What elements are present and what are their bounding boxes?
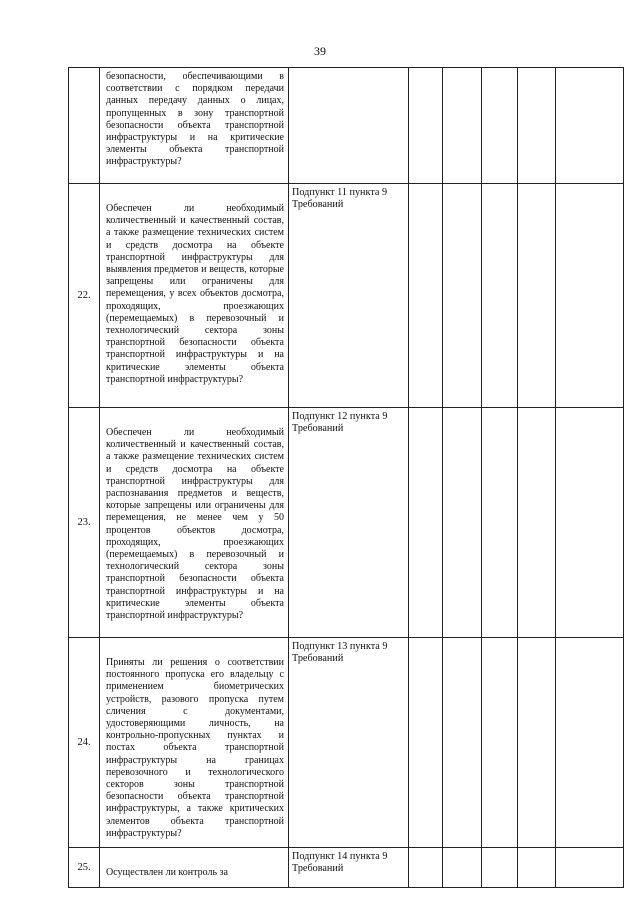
row-number: 22.: [69, 184, 100, 408]
row-number: 23.: [69, 408, 100, 638]
requirement-reference: Подпункт 13 пункта 9 Требований: [289, 638, 409, 848]
requirement-question: [100, 184, 289, 408]
answer-not-applicable-cell: [482, 184, 518, 408]
row-number: 24.: [69, 638, 100, 848]
requirement-question: [100, 408, 289, 638]
answer-extra-cell: [518, 68, 556, 184]
answer-extra-cell: [518, 638, 556, 848]
answer-no-cell: [443, 184, 482, 408]
note-cell: [556, 638, 624, 848]
table-row: [69, 408, 624, 638]
requirement-reference: Подпункт 14 пункта 9 Требований: [289, 848, 409, 888]
answer-not-applicable-cell: [482, 848, 518, 888]
table-row: [69, 638, 624, 848]
answer-not-applicable-cell: [482, 638, 518, 848]
answer-yes-cell: [409, 184, 443, 408]
requirement-question: [100, 68, 289, 184]
answer-no-cell: [443, 638, 482, 848]
answer-yes-cell: [409, 408, 443, 638]
answer-no-cell: [443, 848, 482, 888]
question-text: Обеспечен ли необходимый количественный и качественный состав, а также размещение технических систем и средств досмотра на объекте транспортной инфраструктуры для распознавания предметов и веществ, которые запрещены или ограничены для перемещения, не менее чем у 50 процентов объектов досмотра, проходящих, проезжающих (перемещаемых) в перевозочный и технологический сектора зоны транспортной безопасности объекта транспортной инфраструктуры и на критические элементы объекта транспортной инфраструктуры?: [106, 427, 284, 622]
question-text: Обеспечен ли необходимый количественный и качественный состав, а также размещение технических систем и средств досмотра на объекте транспортной инфраструктуры для выявления предметов и веществ, которые запрещены или ограничены для перемещения, у всех объектов досмотра, проходящих, проезжающих (перемещаемых) в перевозочный и технологический сектора зоны транспортной безопасности объекта транспортной инфраструктуры и на критические элементы объекта транспортной инфраструктуры?: [106, 203, 284, 385]
requirement-reference: Подпункт 11 пункта 9 Требований: [289, 184, 409, 408]
answer-not-applicable-cell: [482, 408, 518, 638]
answer-not-applicable-cell: [482, 68, 518, 184]
row-number: 25.: [69, 848, 100, 888]
note-cell: [556, 848, 624, 888]
table-row: [69, 68, 624, 184]
answer-no-cell: [443, 68, 482, 184]
answer-extra-cell: [518, 408, 556, 638]
row-number: [69, 68, 100, 184]
answer-yes-cell: [409, 68, 443, 184]
question-text: Осуществлен ли контроль за: [106, 867, 228, 878]
question-text: безопасности, обеспечивающими в соответствии с порядком передачи данных передачу данных о лицах, пропущенных в зону транспортной безопасности объекта транспортной инфраструктуры и на критические элементы объекта транспортной инфраструктуры?: [106, 71, 284, 168]
answer-extra-cell: [518, 848, 556, 888]
note-cell: [556, 184, 624, 408]
checklist-table: [68, 67, 624, 888]
answer-yes-cell: [409, 848, 443, 888]
table-row: [69, 848, 624, 888]
requirement-question: [100, 848, 289, 888]
answer-yes-cell: [409, 638, 443, 848]
requirement-question: [100, 638, 289, 848]
table-row: [69, 184, 624, 408]
note-cell: [556, 408, 624, 638]
requirement-reference: Подпункт 12 пункта 9 Требований: [289, 408, 409, 638]
answer-no-cell: [443, 408, 482, 638]
question-text: Приняты ли решения о соответствии постоянного пропуска его владельцу с применением биометрических устройств, разового пропуска путем сличения с документами, удостоверяющими личность, на контрольно-пропускных пунктах и постах объекта транспортной инфраструктуры на границах перевозочного и технологического секторов зоны транспортной безопасности объекта транспортной инфраструктуры, а также критических элементов объекта транспортной инфраструктуры?: [106, 657, 284, 839]
note-cell: [556, 68, 624, 184]
page-number: 39: [314, 44, 326, 58]
answer-extra-cell: [518, 184, 556, 408]
requirement-reference: [289, 68, 409, 184]
